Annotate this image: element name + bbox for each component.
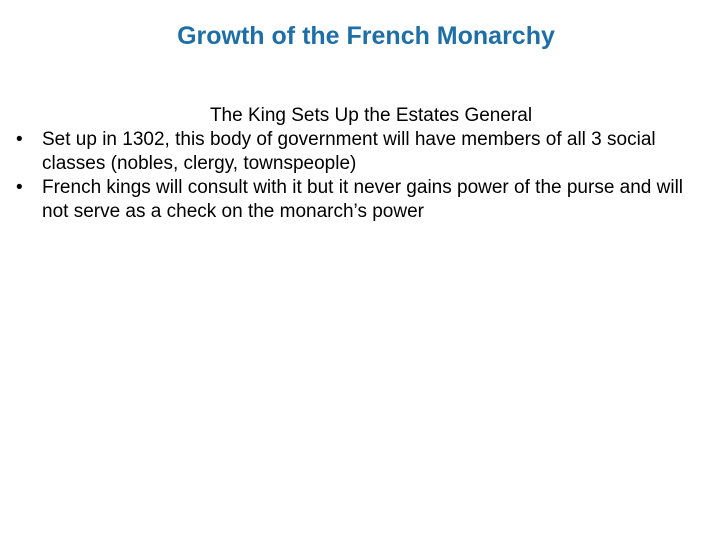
bullet-list xyxy=(16,128,706,224)
bullet-text: Set up in 1302, this body of government will have members of all 3 social classes (nobles, clergy, townspeople) xyxy=(42,129,656,174)
slide-title: Growth of the French Monarchy xyxy=(177,22,555,50)
bullet-icon: • xyxy=(16,177,23,198)
bullet-text: French kings will consult with it but it never gains power of the purse and will not serve as a check on the monarch’s power xyxy=(42,177,684,222)
bullet-icon: • xyxy=(16,129,23,150)
slide-subheading: The King Sets Up the Estates General xyxy=(209,105,533,126)
bullet-item xyxy=(16,128,706,176)
slide-content xyxy=(16,104,706,224)
bullet-item xyxy=(16,176,706,224)
